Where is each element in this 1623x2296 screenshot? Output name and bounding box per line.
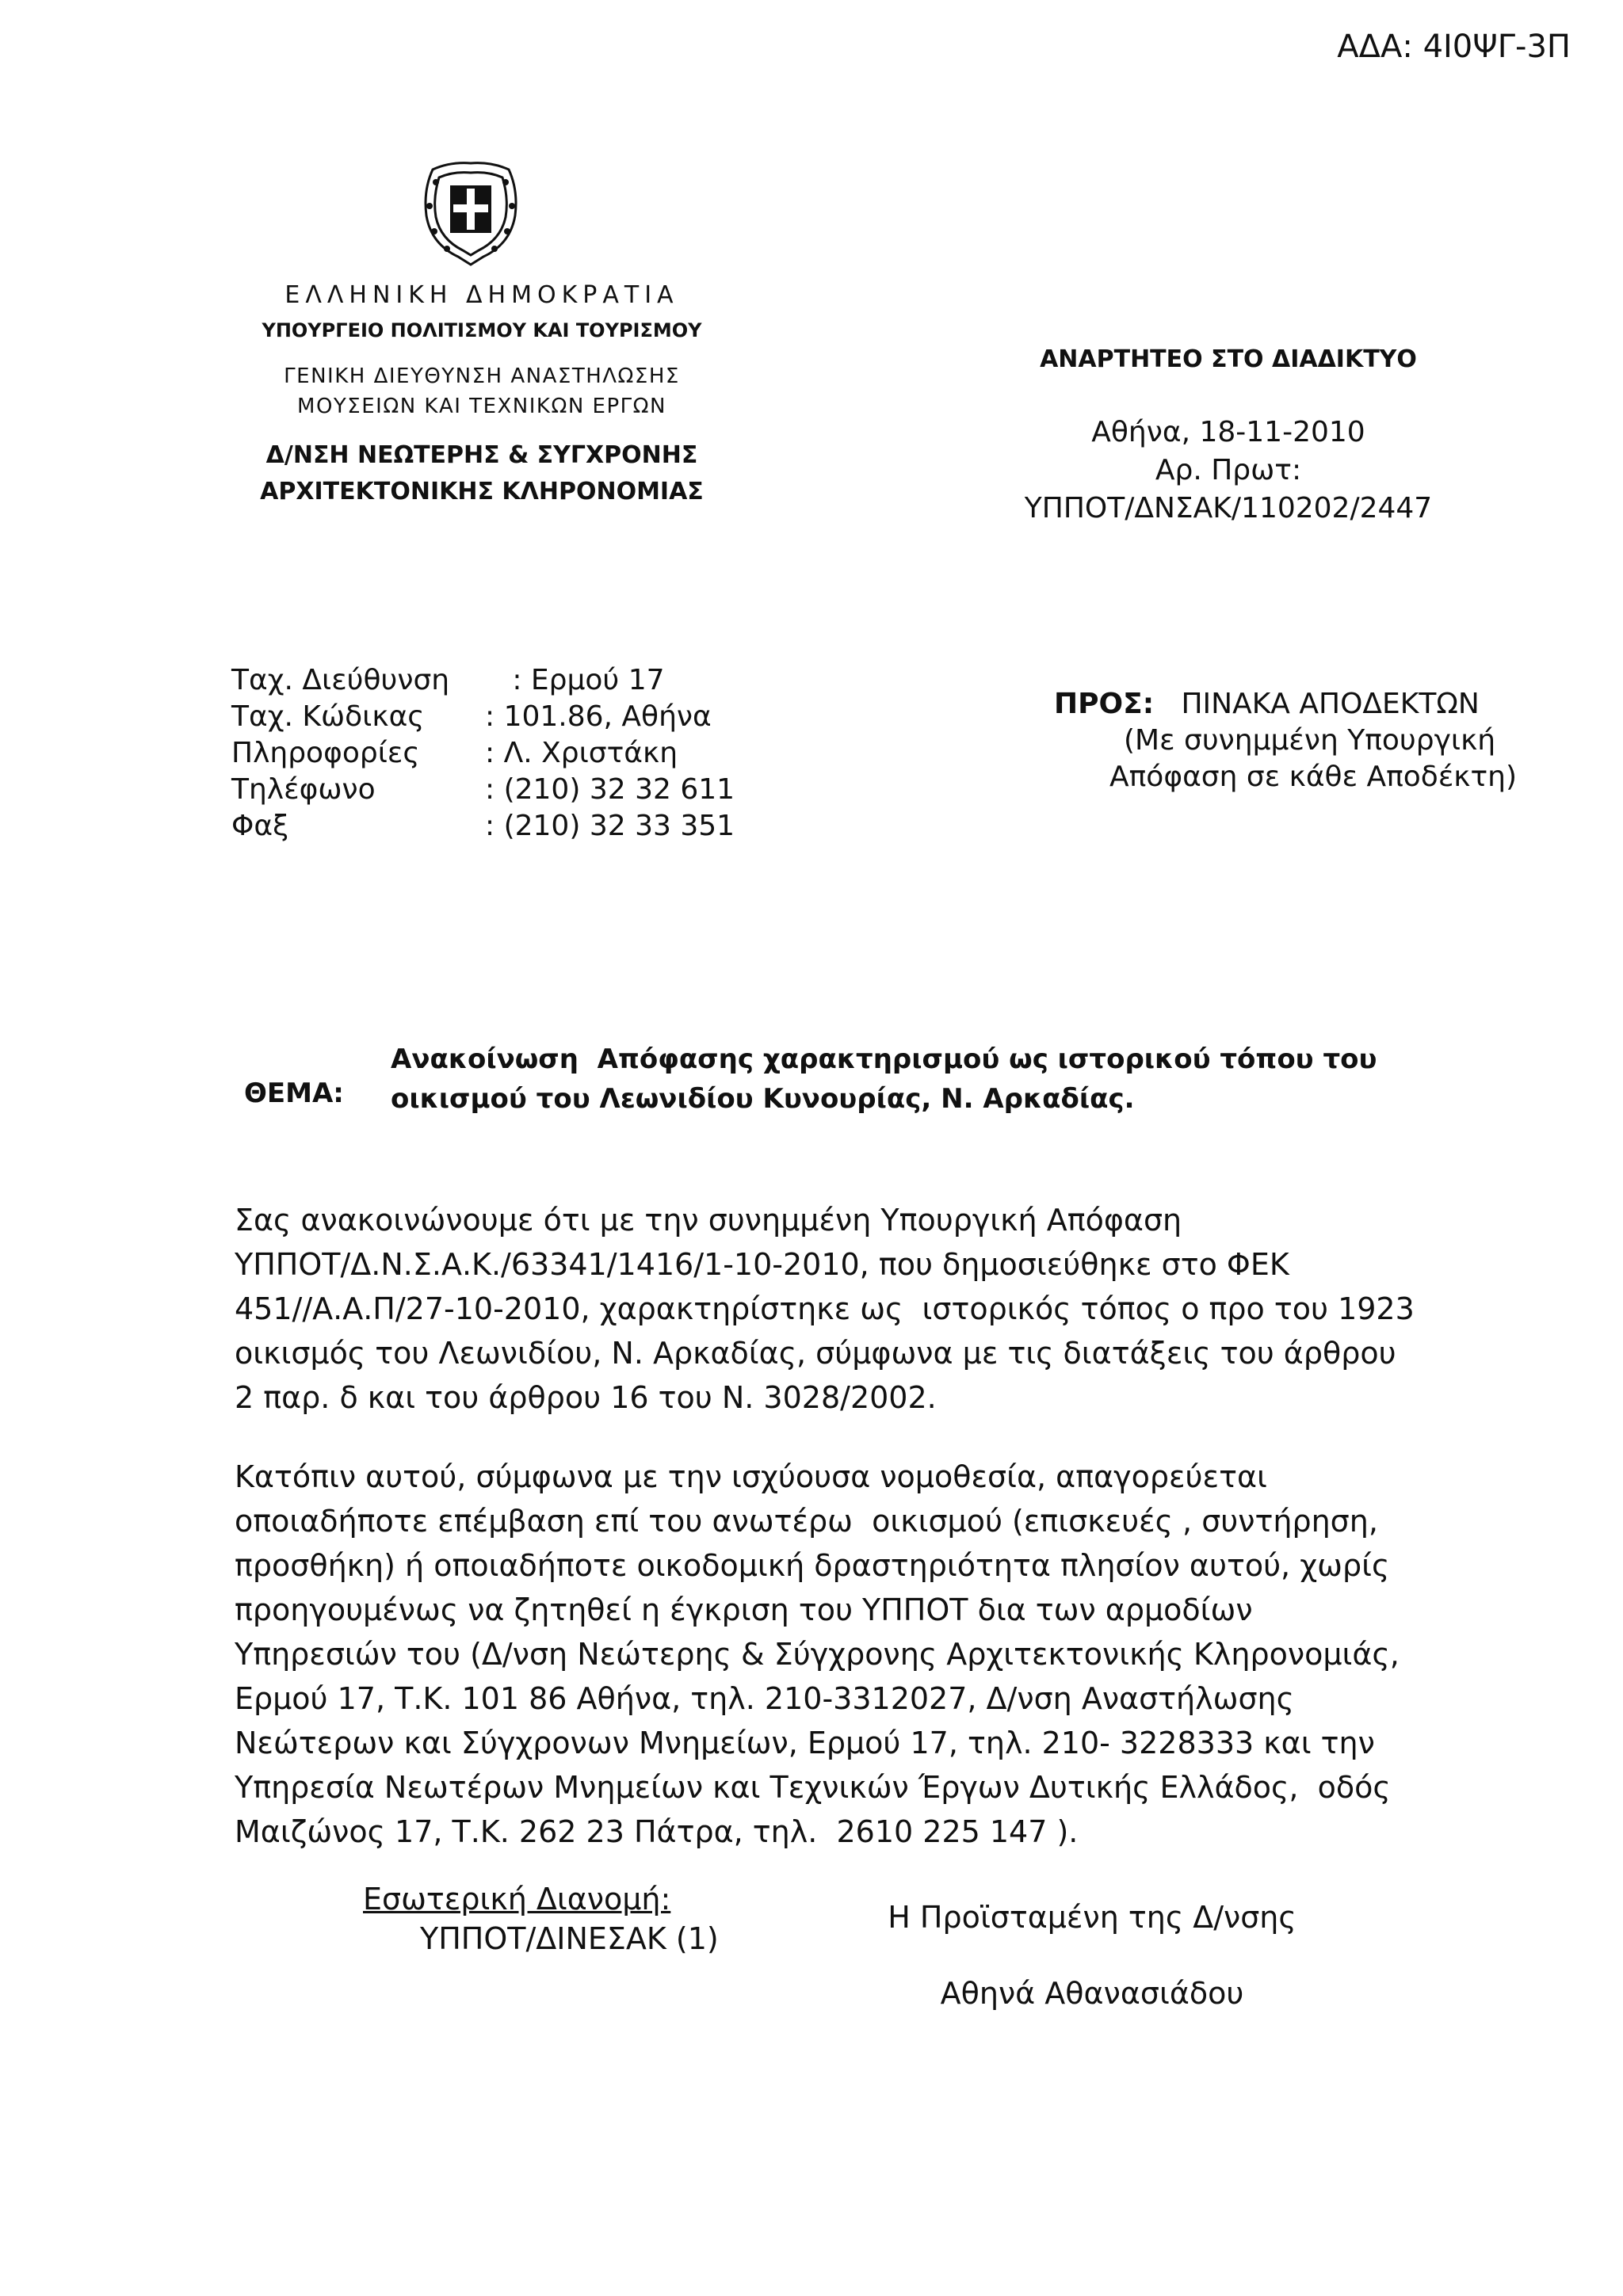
general-directorate — [252, 361, 712, 421]
protocol-number: ΥΠΠΟΤ/ΔΝΣΑΚ/110202/2447 — [1024, 492, 1433, 524]
recipient-value: ΠΙΝΑΚΑ ΑΠΟΔΕΚΤΩΝ — [1181, 688, 1480, 720]
general-directorate-line1: ΓΕΝΙΚΗ ΔΙΕΥΘΥΝΣΗ ΑΝΑΣΤΗΛΩΣΗΣ — [284, 364, 680, 388]
signature-role: Η Προϊσταμένη της Δ/νσης — [888, 1900, 1296, 1935]
subject-line2: οικισμού του Λεωνιδίου Κυνουρίας, Ν. Αρκαδίας. — [391, 1083, 1135, 1115]
paragraph-line: Νεώτερων και Σύγχρονων Μνημείων, Ερμού 17, τηλ. 210- 3228333 και την — [235, 1726, 1375, 1760]
directorate-line1: Δ/ΝΣΗ ΝΕΩΤΕΡΗΣ & ΣΥΓΧΡΟΝΗΣ — [265, 441, 698, 469]
contact-value: : (210) 32 32 611 — [485, 773, 735, 806]
recipient-block — [1054, 686, 1517, 795]
recipient-line — [1054, 686, 1517, 723]
internal-distribution-title: Εσωτερική Διανομή: — [363, 1882, 671, 1917]
contact-label: Πληροφορίες — [231, 737, 420, 769]
contact-row — [231, 662, 735, 699]
contact-label: Φαξ — [231, 810, 289, 842]
date-protocol-block — [1006, 414, 1450, 528]
contact-value: : Λ. Χριστάκη — [485, 737, 678, 769]
contact-value: : (210) 32 33 351 — [485, 810, 735, 842]
signature-block — [870, 1897, 1314, 2014]
paragraph-line: Υπηρεσιών του (Δ/νση Νεώτερης & Σύγχρονης Αρχιτεκτονικής Κληρονομιάς, — [235, 1637, 1400, 1672]
contact-details — [231, 662, 735, 845]
greek-coat-of-arms-icon — [418, 158, 523, 268]
ada-code: ΑΔΑ: 4Ι0ΨΓ-3Π — [1337, 29, 1571, 65]
contact-row — [231, 735, 735, 772]
date-line: Αθήνα, 18-11-2010 — [1091, 416, 1365, 448]
paragraph-line: Υπηρεσία Νεωτέρων Μνημείων και Τεχνικών Έργων Δυτικής Ελλάδος, οδός — [235, 1770, 1391, 1805]
paragraph-line: Κατόπιν αυτού, σύμφωνα με την ισχύουσα νομοθεσία, απαγορεύεται — [235, 1459, 1267, 1494]
directorate-line2: ΑΡΧΙΤΕΚΤΟΝΙΚΗΣ ΚΛΗΡΟΝΟΜΙΑΣ — [260, 478, 704, 505]
directorate — [252, 437, 712, 510]
recipient-note-line1: (Με συνημμένη Υπουργική — [1124, 724, 1496, 757]
paragraph-line: ΥΠΠΟΤ/Δ.Ν.Σ.Α.Κ./63341/1416/1-10-2010, που δημοσιεύθηκε στο ΦΕΚ — [235, 1247, 1289, 1282]
contact-value: : Ερμού 17 — [485, 664, 665, 696]
paragraph-line: οποιαδήποτε επέμβαση επί του ανωτέρω οικισμού (επισκευές , συντήρηση, — [235, 1504, 1378, 1539]
contact-value: : 101.86, Αθήνα — [485, 700, 712, 733]
paragraph-line: Σας ανακοινώνουμε ότι με την συνημμένη Υπουργική Απόφαση — [235, 1203, 1182, 1238]
contact-row — [231, 772, 735, 808]
contact-label: Ταχ. Διεύθυνση — [231, 664, 450, 696]
recipient-note-line2: Απόφαση σε κάθε Αποδέκτη) — [1109, 761, 1518, 793]
republic-heading: ΕΛΛΗΝΙΚΗ ΔΗΜΟΚΡΑΤΙΑ — [285, 281, 679, 309]
subject-label: ΘΕΜΑ: — [244, 1077, 344, 1109]
paragraph-line: οικισμός του Λεωνιδίου, Ν. Αρκαδίας, σύμφωνα με τις διατάξεις του άρθρου — [235, 1336, 1396, 1371]
subject-text — [391, 1039, 1377, 1119]
signature-name: Αθηνά Αθανασιάδου — [940, 1976, 1244, 2011]
recipient-label: ΠΡΟΣ: — [1054, 688, 1155, 720]
paragraph-announcement — [235, 1198, 1439, 1420]
contact-label: Τηλέφωνο — [231, 773, 376, 806]
protocol-label: Αρ. Πρωτ: — [1155, 454, 1302, 486]
paragraph-line: 2 παρ. δ και του άρθρου 16 του Ν. 3028/2002. — [235, 1380, 937, 1415]
internal-distribution-value: ΥΠΠΟΤ/ΔΙΝΕΣΑΚ (1) — [420, 1921, 719, 1956]
paragraph-line: προηγουμένως να ζητηθεί η έγκριση του ΥΠΠΟΤ δια των αρμοδίων — [235, 1592, 1253, 1627]
paragraph-line: 451//Α.Α.Π/27-10-2010, χαρακτηρίστηκε ως ιστορικός τόπος ο προ του 1923 — [235, 1291, 1415, 1326]
contact-row — [231, 808, 735, 845]
internal-distribution — [363, 1879, 719, 1958]
contact-row — [231, 699, 735, 735]
paragraph-restrictions — [235, 1455, 1439, 1854]
paragraph-line: προσθήκη) ή οποιαδήποτε οικοδομική δραστηριότητα πλησίον αυτού, χωρίς — [235, 1548, 1390, 1583]
paragraph-line: Μαιζώνος 17, Τ.Κ. 262 23 Πάτρα, τηλ. 2610 225 147 ). — [235, 1814, 1079, 1849]
subject-line1: Ανακοίνωση Απόφασης χαρακτηρισμού ως ιστορικού τόπου του — [391, 1043, 1377, 1075]
contact-label: Ταχ. Κώδικας — [231, 700, 425, 733]
paragraph-line: Ερμού 17, Τ.Κ. 101 86 Αθήνα, τηλ. 210-3312027, Δ/νση Αναστήλωσης — [235, 1681, 1294, 1716]
ministry-heading: ΥΠΟΥΡΓΕΙΟ ΠΟΛΙΤΙΣΜΟΥ ΚΑΙ ΤΟΥΡΙΣΜΟΥ — [262, 319, 702, 341]
posted-online-notice: ΑΝΑΡΤΗΤΕΟ ΣΤΟ ΔΙΑΔΙΚΤΥΟ — [1040, 345, 1417, 373]
general-directorate-line2: ΜΟΥΣΕΙΩΝ ΚΑΙ ΤΕΧΝΙΚΩΝ ΕΡΓΩΝ — [297, 395, 666, 418]
